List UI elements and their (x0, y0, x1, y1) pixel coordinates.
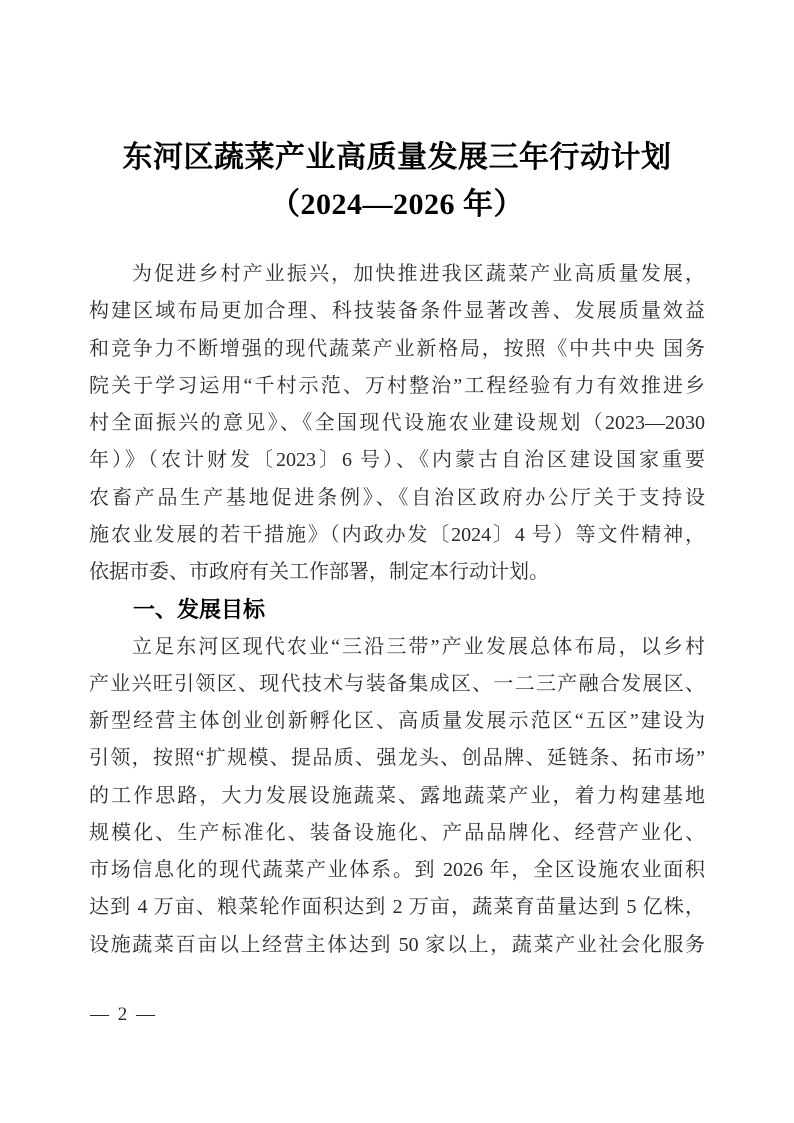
text-line: 村全面振兴的意见》、《全国现代设施农业建设规划（2023—2030 (89, 412, 705, 434)
text-line: 依据市委、市政府有关工作部署，制定本行动计划。 (89, 561, 549, 583)
text-line: 产业兴旺引领区、现代技术与装备集成区、一二三产融合发展区、 (89, 672, 705, 695)
text-line: 的工作思路，大力发展设施蔬菜、露地蔬菜产业，着力构建基地 (89, 784, 705, 807)
text-line: 施农业发展的若干措施》（内政办发〔2024〕4 号）等文件精神， (89, 523, 705, 546)
title-line-2: （2024—2026 年） (270, 188, 524, 221)
section-heading: 一、发展目标 (133, 597, 266, 623)
text-line: 和竞争力不断增强的现代蔬菜产业新格局，按照《中共中央 国务 (89, 337, 705, 360)
text-line: 新型经营主体创业创新孵化区、高质量发展示范区“五区”建设为 (89, 710, 705, 732)
page-number: — 2 — (90, 1004, 157, 1025)
document-content (89, 0, 705, 964)
text-line: 达到 4 万亩、粮菜轮作面积达到 2 万亩，蔬菜育苗量达到 5 亿株， (89, 896, 705, 919)
text-line: 为促进乡村产业振兴，加快推进我区蔬菜产业高质量发展， (132, 263, 705, 285)
text-line: 设施蔬菜百亩以上经营主体达到 50 家以上，蔬菜产业社会化服务 (89, 933, 705, 956)
document-title (89, 0, 705, 228)
text-line: 院关于学习运用“千村示范、万村整治”工程经验有力有效推进乡 (89, 374, 705, 397)
text-line: 市场信息化的现代蔬菜产业体系。到 2026 年，全区设施农业面积 (89, 859, 705, 881)
text-line: 引领，按照“扩规模、提品质、强龙头、创品牌、延链条、拓市场” (89, 747, 705, 770)
document-body (89, 256, 705, 964)
title-line-1: 东河区蔬菜产业高质量发展三年行动计划 (122, 141, 672, 174)
text-line: 规模化、生产标准化、装备设施化、产品品牌化、经营产业化、 (89, 821, 705, 844)
text-line: 立足东河区现代农业“三沿三带”产业发展总体布局，以乡村 (132, 635, 705, 658)
text-line: 农畜产品生产基地促进条例》、《自治区政府办公厅关于支持设 (89, 486, 705, 509)
text-line: 年）》（农计财发〔2023〕6 号）、《内蒙古自治区建设国家重要 (89, 449, 705, 472)
text-line: 构建区域布局更加合理、科技装备条件显著改善、发展质量效益 (89, 300, 705, 323)
